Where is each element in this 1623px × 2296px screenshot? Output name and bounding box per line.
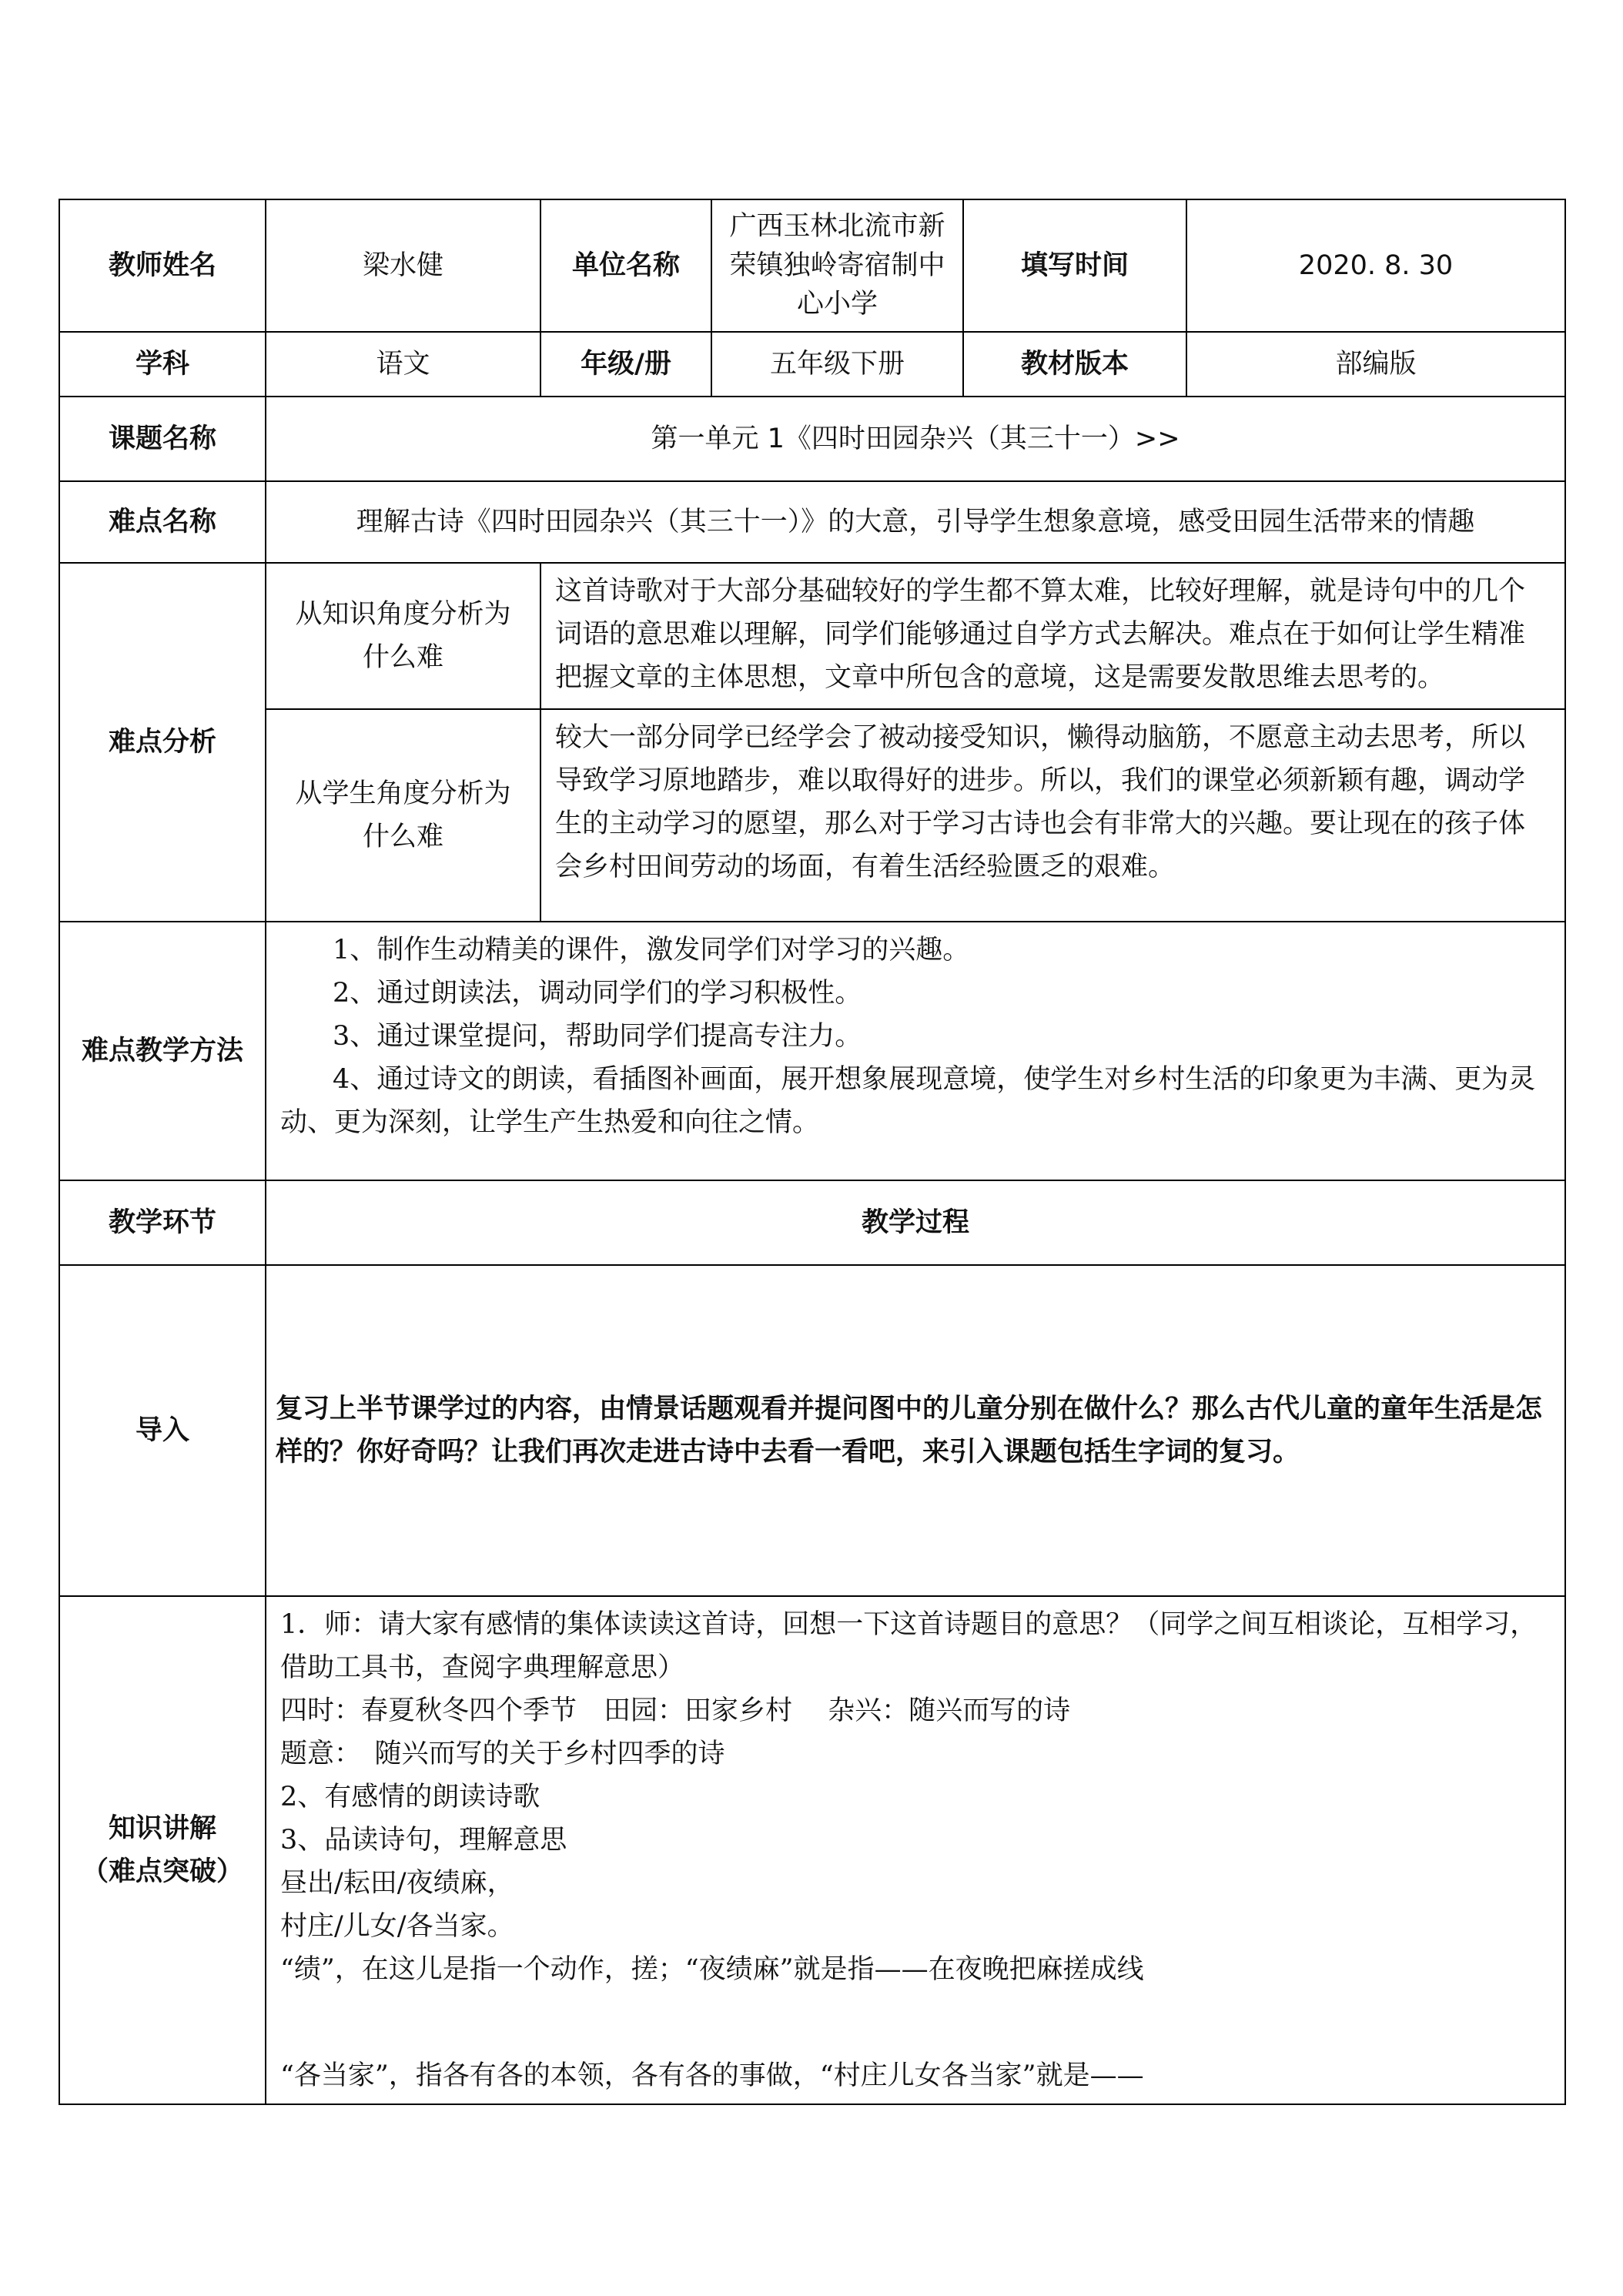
stage-header: 教学环节: [59, 1180, 266, 1265]
analysis-row-student: [59, 709, 1565, 922]
teacher-label: 教师姓名: [59, 199, 266, 332]
date-label: 填写时间: [963, 199, 1186, 332]
lesson-plan-table: [59, 199, 1566, 2105]
subject-value: 语文: [266, 332, 540, 397]
methods-label: 难点教学方法: [59, 922, 266, 1180]
knowledge-line: 1．师：请大家有感情的集体读读这首诗，回想一下这首诗题目的意思？（同学之间互相谈论，互相学习，借助工具书，查阅字典理解意思）: [280, 1609, 1538, 1683]
knowledge-line: “绩”，在这儿是指一个动作，搓；“夜绩麻”就是指——在夜晚把麻搓成线: [280, 1954, 1144, 1985]
methods-row: [59, 922, 1565, 1180]
knowledge-row: [59, 1596, 1565, 2104]
edition-label: 教材版本: [963, 332, 1186, 397]
topic-value: 第一单元 1《四时田园杂兴（其三十一）>>: [266, 397, 1565, 481]
difficulty-label: 难点名称: [59, 481, 266, 563]
analysis-label: 难点分析: [59, 563, 266, 922]
process-header-row: [59, 1180, 1565, 1265]
knowledge-line: 3、品读诗句，理解意思: [280, 1825, 567, 1856]
analysis-row-knowledge: [59, 563, 1565, 709]
difficulty-row: [59, 481, 1565, 563]
method-item: 2、通过朗读法，调动同学们的学习积极性。: [333, 978, 862, 1009]
topic-row: [59, 397, 1565, 481]
edition-value: 部编版: [1186, 332, 1565, 397]
knowledge-line: 昼出/耘田/夜绩麻，: [280, 1868, 514, 1899]
knowledge-line: 2、有感情的朗读诗歌: [280, 1782, 540, 1812]
knowledge-line: “各当家”，指各有各的本领，各有各的事做，“村庄儿女各当家”就是——: [280, 2060, 1144, 2091]
grade-value: 五年级下册: [711, 332, 963, 397]
student-angle-text: 较大一部分同学已经学会了被动接受知识，懒得动脑筋，不愿意主动去思考，所以导致学习原地踏步，难以取得好的进步。所以，我们的课堂必须新颖有趣，调动学生的主动学习的愿望，那么对于学习古诗也会有非常大的兴趣。要让现在的孩子体会乡村田间劳动的场面，有着生活经验匮乏的艰难。: [540, 709, 1565, 922]
fill-date: 2020. 8. 30: [1186, 199, 1565, 332]
topic-label: 课题名称: [59, 397, 266, 481]
difficulty-value: 理解古诗《四时田园杂兴（其三十一）》的大意，引导学生想象意境，感受田园生活带来的情趣: [266, 481, 1565, 563]
grade-label: 年级/册: [540, 332, 711, 397]
methods-list: [266, 922, 1565, 1180]
knowledge-label-line1: 知识讲解: [108, 1813, 216, 1844]
student-angle-label: 从学生角度分析为什么难: [266, 709, 540, 922]
knowledge-line: 四时：春夏秋冬四个季节 田园：田家乡村 杂兴：随兴而写的诗: [280, 1695, 1071, 1726]
method-item: 1、制作生动精美的课件，激发同学们对学习的兴趣。: [333, 935, 970, 966]
knowledge-angle-label: 从知识角度分析为什么难: [266, 563, 540, 709]
knowledge-angle-text: 这首诗歌对于大部分基础较好的学生都不算太难，比较好理解，就是诗句中的几个词语的意思难以理解，同学们能够通过自学方式去解决。难点在于如何让学生精准把握文章的主体思想，文章中所包含的意境，这是需要发散思维去思考的。: [540, 563, 1565, 709]
knowledge-content: [266, 1596, 1565, 2104]
knowledge-line: 题意： 随兴而写的关于乡村四季的诗: [280, 1739, 725, 1769]
knowledge-label: [59, 1596, 266, 2104]
intro-label: 导入: [59, 1265, 266, 1596]
intro-text: 复习上半节课学过的内容，由情景话题观看并提问图中的儿童分别在做什么？那么古代儿童的童年生活是怎样的？你好奇吗？让我们再次走进古诗中去看一看吧，来引入课题包括生字词的复习。: [266, 1265, 1565, 1596]
subject-label: 学科: [59, 332, 266, 397]
header-row-2: [59, 332, 1565, 397]
knowledge-line: 村庄/儿女/各当家。: [280, 1911, 514, 1942]
process-header: 教学过程: [266, 1180, 1565, 1265]
school-name: 广西玉林北流市新荣镇独岭寄宿制中心小学: [711, 199, 963, 332]
teacher-name: 梁水健: [266, 199, 540, 332]
header-row-1: [59, 199, 1565, 332]
knowledge-label-line2: （难点突破）: [81, 1856, 243, 1887]
unit-label: 单位名称: [540, 199, 711, 332]
method-item: 3、通过课堂提问，帮助同学们提高专注力。: [333, 1021, 862, 1052]
method-item: 4、通过诗文的朗读，看插图补画面，展开想象展现意境，使学生对乡村生活的印象更为丰满、更为灵动、更为深刻，让学生产生热爱和向往之情。: [280, 1064, 1536, 1138]
intro-row: [59, 1265, 1565, 1596]
